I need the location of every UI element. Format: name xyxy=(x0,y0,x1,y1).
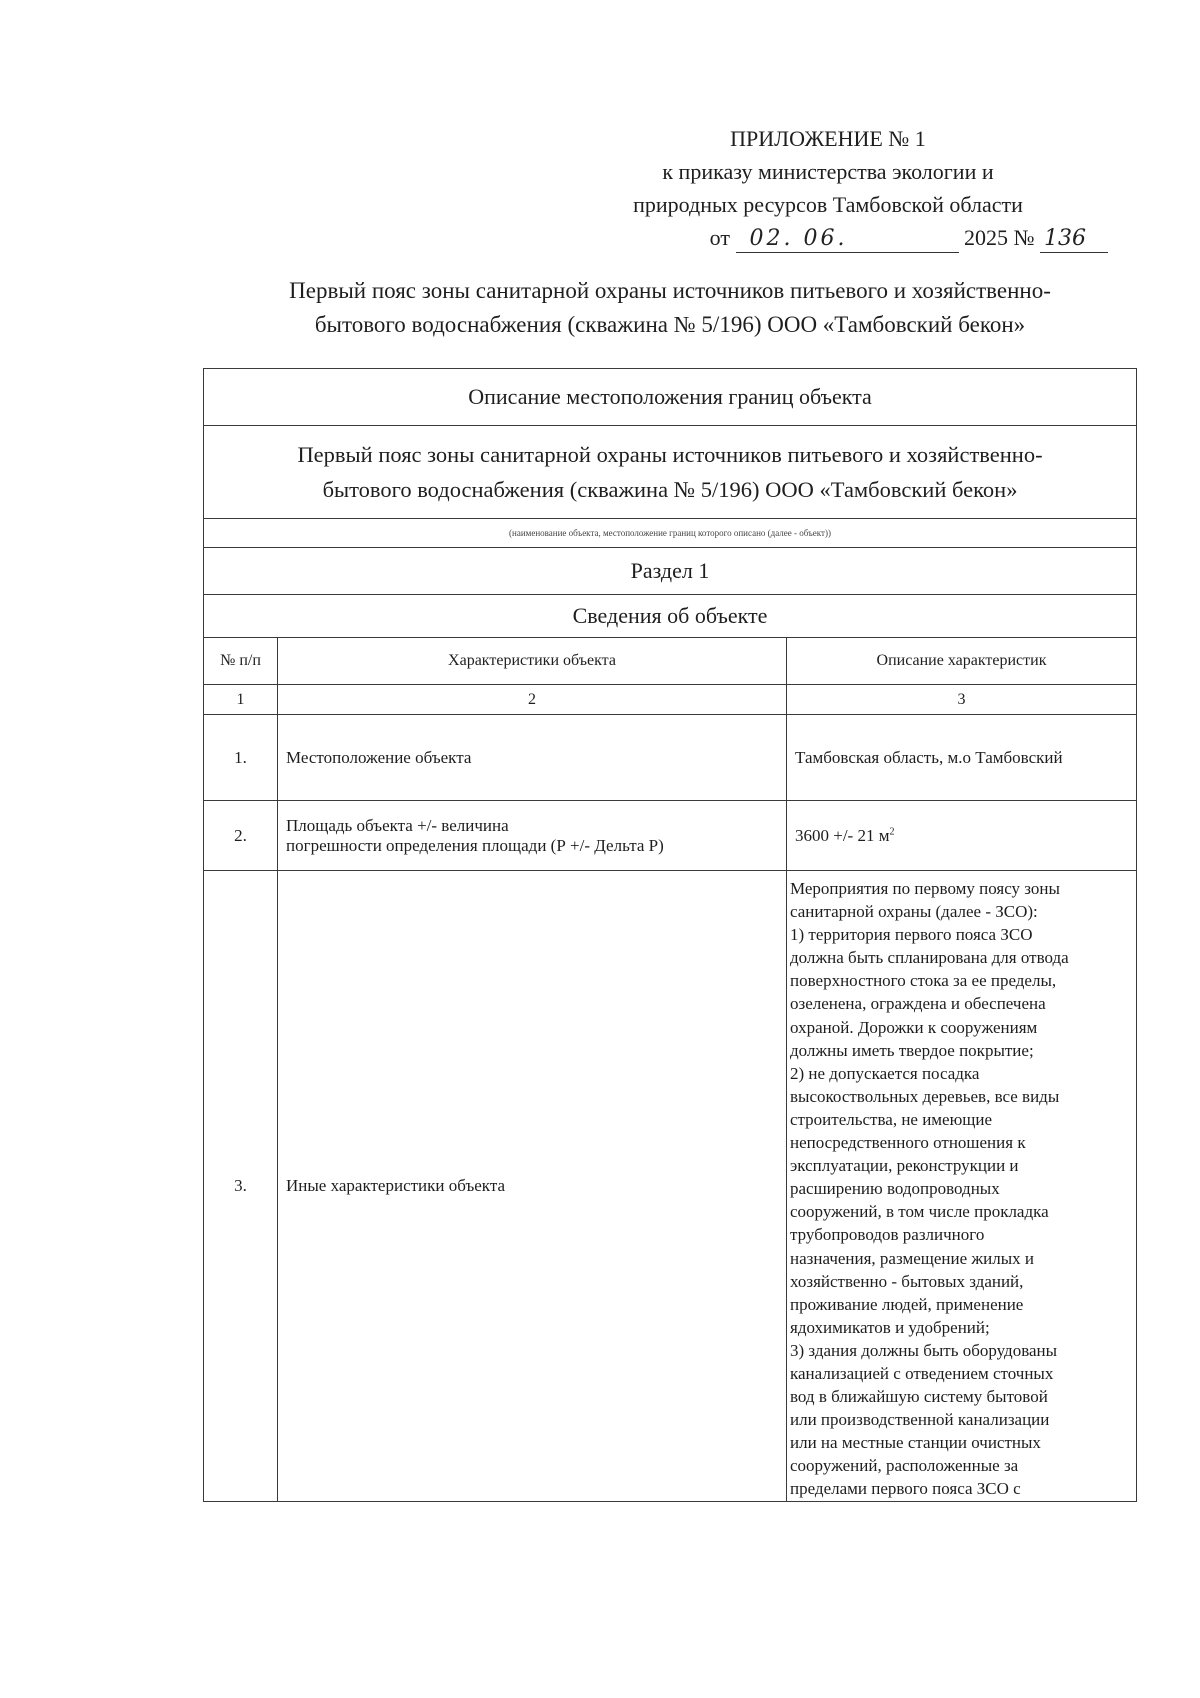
table-row xyxy=(204,715,1137,801)
appendix-date-line xyxy=(548,221,1108,254)
document-title xyxy=(190,274,1150,342)
appendix-line-3: природных ресурсов Тамбовской области xyxy=(633,192,1023,217)
column-header: № п/п xyxy=(204,638,278,685)
table-header-row xyxy=(204,638,1137,685)
object-name-line-2: бытового водоснабжения (скважина № 5/196) ООО «Тамбовский бекон» xyxy=(322,477,1018,502)
row-description: Мероприятия по первому поясу зоны санитарной охраны (далее - ЗСО): 1) территория первого пояса ЗСО должна быть спланирована для отвода поверхностного стока за ее пределы, озеленена, ограждена и обеспечена охраной. Дорожки к сооружениям должны иметь твердое покрытие; 2) не допускается посадка высокоствольных деревьев, все виды строительства, не имеющие непосредственного отношения к эксплуатации, реконструкции и расширению водопроводных сооружений, в том числе прокладка трубопроводов различного назначения, размещение жилых и хозяйственно - бытовых зданий, проживание людей, применение ядохимикатов и удобрений; 3) здания должны быть оборудованы канализацией с отведением сточных вод в ближайшую систему бытовой или производственной канализации или на местные станции очистных сооружений, расположенные за пределами первого пояса ЗСО с xyxy=(787,871,1137,1502)
date-year: 2025 № xyxy=(964,225,1035,250)
table-section-title: Описание местоположения границ объекта xyxy=(204,369,1137,426)
column-number: 3 xyxy=(787,685,1137,715)
boundary-description-table xyxy=(203,368,1137,1502)
table-row xyxy=(204,871,1137,1502)
row-characteristic xyxy=(278,801,787,871)
column-header: Описание характеристик xyxy=(787,638,1137,685)
table-object-name xyxy=(204,426,1137,519)
document-title-line-1: Первый пояс зоны санитарной охраны источников питьевого и хозяйственно- xyxy=(289,278,1051,303)
row-description xyxy=(787,801,1137,871)
appendix-header xyxy=(548,122,1108,254)
row-characteristic-line-2: погрешности определения площади (Р +/- Дельта Р) xyxy=(286,835,664,855)
handwritten-date: 02. 06. xyxy=(736,226,959,253)
row-characteristic: Местоположение объекта xyxy=(278,715,787,801)
area-unit-superscript: 2 xyxy=(889,825,895,837)
object-name-caption: (наименование объекта, местоположение границ которого описано (далее - объект)) xyxy=(204,519,1137,548)
handwritten-number: 136 xyxy=(1040,226,1108,253)
row-number: 3. xyxy=(204,871,278,1502)
appendix-title: ПРИЛОЖЕНИЕ № 1 xyxy=(730,126,926,151)
svedeniya-title: Сведения об объекте xyxy=(204,595,1137,638)
row-number: 1. xyxy=(204,715,278,801)
area-value: 3600 +/- 21 м xyxy=(795,825,890,845)
appendix-line-2: к приказу министерства экологии и xyxy=(662,159,994,184)
document-title-line-2: бытового водоснабжения (скважина № 5/196) ООО «Тамбовский бекон» xyxy=(314,312,1026,337)
column-number-row xyxy=(204,685,1137,715)
row-characteristic-line-1: Площадь объекта +/- величина xyxy=(286,815,509,835)
object-name-line-1: Первый пояс зоны санитарной охраны источников питьевого и хозяйственно- xyxy=(297,442,1043,467)
row-description: Тамбовская область, м.о Тамбовский xyxy=(787,715,1137,801)
column-number: 2 xyxy=(278,685,787,715)
date-prefix: от xyxy=(709,225,730,250)
column-number: 1 xyxy=(204,685,278,715)
razdel-title: Раздел 1 xyxy=(204,548,1137,595)
column-header: Характеристики объекта xyxy=(278,638,787,685)
row-characteristic: Иные характеристики объекта xyxy=(278,871,787,1502)
row-number: 2. xyxy=(204,801,278,871)
table-row xyxy=(204,801,1137,871)
